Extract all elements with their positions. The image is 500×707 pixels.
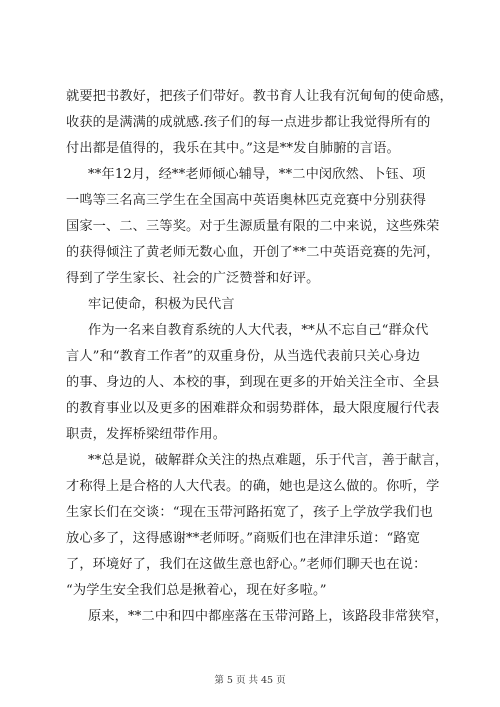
paragraph-line: 付出都是值得的，我乐在其中。”这是**发自肺腑的言语。 (66, 141, 400, 156)
paragraph-line: 的教育事业以及更多的困难群众和弱势群体，最大限度履行代表 (66, 401, 440, 416)
page-number-footer: 第 5 页 共 45 页 (214, 675, 286, 686)
paragraph-line: 职责，发挥桥梁纽带作用。 (66, 427, 227, 442)
paragraph-line: **总是说，破解群众关注的热点难题，乐于代言，善于献言， (88, 453, 449, 468)
section-heading: 牢记使命，积极为民代言 (88, 297, 235, 312)
paragraph-line: 的获得倾注了黄老师无数心血，开创了**二中英语竞赛的先河， (66, 245, 440, 260)
paragraph-line: 就要把书教好，把孩子们带好。教书育人让我有沉甸甸的使命感， (66, 89, 453, 104)
paragraph-line: 了，环境好了，我们在这做生意也舒心。”老师们聊天也在说： (66, 557, 427, 572)
paragraph-line: 国家一、二、三等奖。对于生源质量有限的二中来说，这些殊荣 (66, 219, 440, 234)
paragraph-line: 的事、身边的人、本校的事，到现在更多的开始关注全市、全县 (66, 375, 440, 390)
paragraph-line: “为学生安全我们总是揪着心，现在好多啦。” (66, 583, 327, 598)
paragraph-line: 生家长们在交谈：“现在玉带河路拓宽了，孩子上学放学我们也 (66, 505, 434, 520)
paragraph-line: 放心多了，这得感谢**老师呀。”商贩们也在津津乐道：“路宽 (66, 531, 421, 546)
paragraph-line: 作为一名来自教育系统的人大代表，**从不忘自己“群众代 (88, 323, 429, 338)
paragraph-line: 得到了学生家长、社会的广泛赞誉和好评。 (66, 271, 320, 286)
paragraph-line: 言人”和“教育工作者”的双重身份，从当选代表前只关心身边 (66, 349, 421, 364)
paragraph-line: 原来，**二中和四中都座落在玉带河路上，该路段非常狭窄， (88, 609, 449, 624)
paragraph-line: 一鸣等三名高三学生在全国高中英语奥林匹克竞赛中分别获得 (66, 193, 427, 208)
paragraph-line: **年12月，经**老师倾心辅导，**二中闵欣然、卜钰、项 (88, 167, 426, 182)
paragraph-line: 收获的是满满的成就感.孩子们的每一点进步都让我觉得所有的 (66, 115, 431, 130)
paragraph-line: 才称得上是合格的人大代表。的确，她也是这么做的。你听，学 (66, 479, 440, 494)
